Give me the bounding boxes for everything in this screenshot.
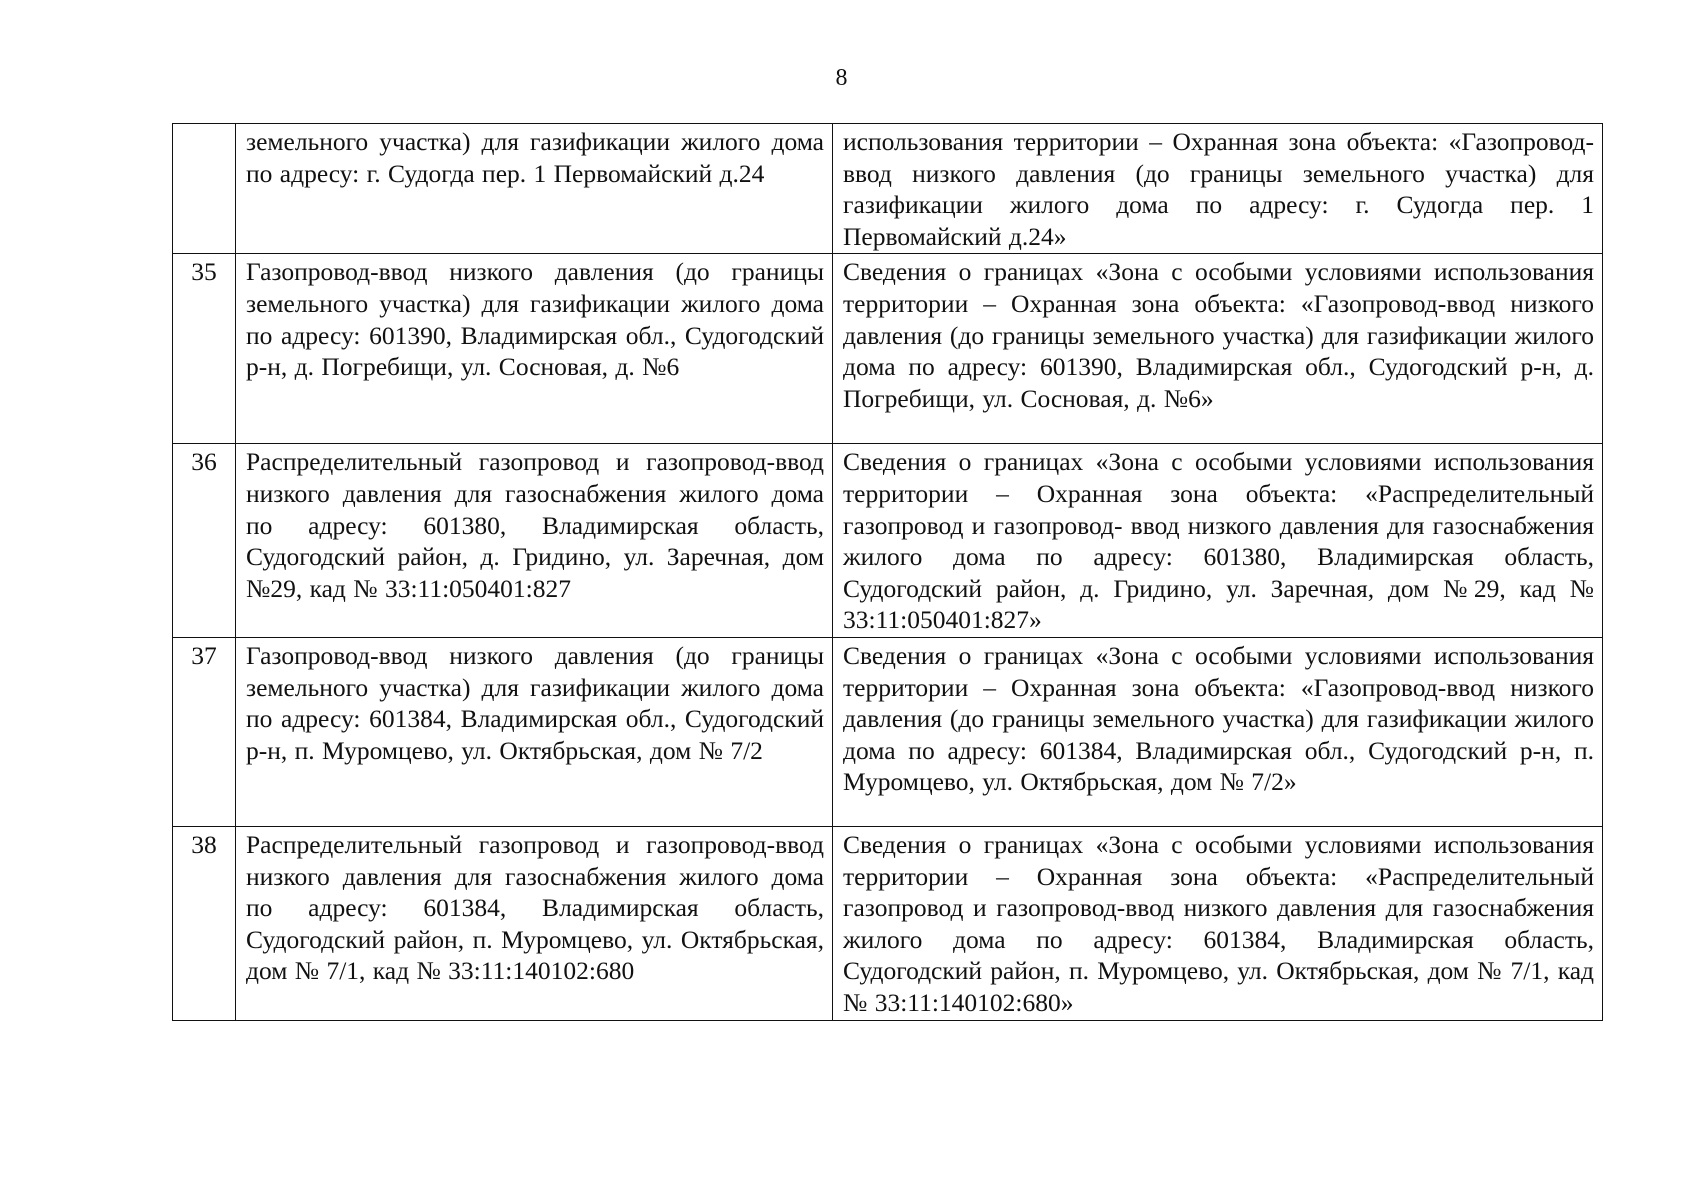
table-row [173,637,1603,826]
object-description: Распределительный газопровод и газопровод-ввод низкого давления для газоснабжения жилого дома по адресу: 601384, Владимирская область, Судогодский район, п. Муромцево, ул. Октябрьская, дом № 7/1, кад № 33:11:140102:680 [236,826,833,1020]
row-number: 36 [173,444,236,638]
page-number: 8 [835,65,848,91]
row-number: 35 [173,254,236,444]
zone-info: Сведения о границах «Зона с особыми условиями использования территории – Охранная зона объекта: «Распределительный газопровод и газопровод-ввод низкого давления для газоснабжения жилого дома по адресу: 601384, Владимирская область, Судогодский район, п. Муромцево, ул. Октябрьская, дом № 7/1, кад № 33:11:140102:680» [833,826,1603,1020]
row-number: 37 [173,637,236,826]
table-row [173,826,1603,1020]
object-description: Газопровод-ввод низкого давления (до границы земельного участка) для газификации жилого дома по адресу: 601384, Владимирская обл., Судогодский р-н, п. Муромцево, ул. Октябрьская, дом № 7/2 [236,637,833,826]
zone-info: Сведения о границах «Зона с особыми условиями использования территории – Охранная зона объекта: «Газопровод-ввод низкого давления (до границы земельного участка) для газификации жилого дома по адресу: 601384, Владимирская обл., Судогодский р-н, п. Муромцево, ул. Октябрьская, дом № 7/2» [833,637,1603,826]
object-description: Распределительный газопровод и газопровод-ввод низкого давления для газоснабжения жилого дома по адресу: 601380, Владимирская область, Судогодский район, д. Гридино, ул. Заречная, дом №29, кад № 33:11:050401:827 [236,444,833,638]
table-row [173,254,1603,444]
zones-table [172,123,1603,1021]
zone-info: Сведения о границах «Зона с особыми условиями использования территории – Охранная зона объекта: «Газопровод-ввод низкого давления (до границы земельного участка) для газификации жилого дома по адресу: 601390, Владимирская обл., Судогодский р-н, д. Погребищи, ул. Сосновая, д. №6» [833,254,1603,444]
zone-info: использования территории – Охранная зона объекта: «Газопровод-ввод низкого давления (до границы земельного участка) для газификации жилого дома по адресу: г. Судогда пер. 1 Первомайский д.24» [833,124,1603,254]
table-row [173,444,1603,638]
object-description: Газопровод-ввод низкого давления (до границы земельного участка) для газификации жилого дома по адресу: 601390, Владимирская обл., Судогодский р-н, д. Погребищи, ул. Сосновая, д. №6 [236,254,833,444]
row-number [173,124,236,254]
table-row [173,124,1603,254]
row-number: 38 [173,826,236,1020]
zone-info: Сведения о границах «Зона с особыми условиями использования территории – Охранная зона объекта: «Распределительный газопровод и газопровод- ввод низкого давления для газоснабжения жилого дома по адресу: 601380, Владимирская область, Судогодский район, д. Гридино, ул. Заречная, дом №29, кад № 33:11:050401:827» [833,444,1603,638]
object-description: земельного участка) для газификации жилого дома по адресу: г. Судогда пер. 1 Первомайский д.24 [236,124,833,254]
